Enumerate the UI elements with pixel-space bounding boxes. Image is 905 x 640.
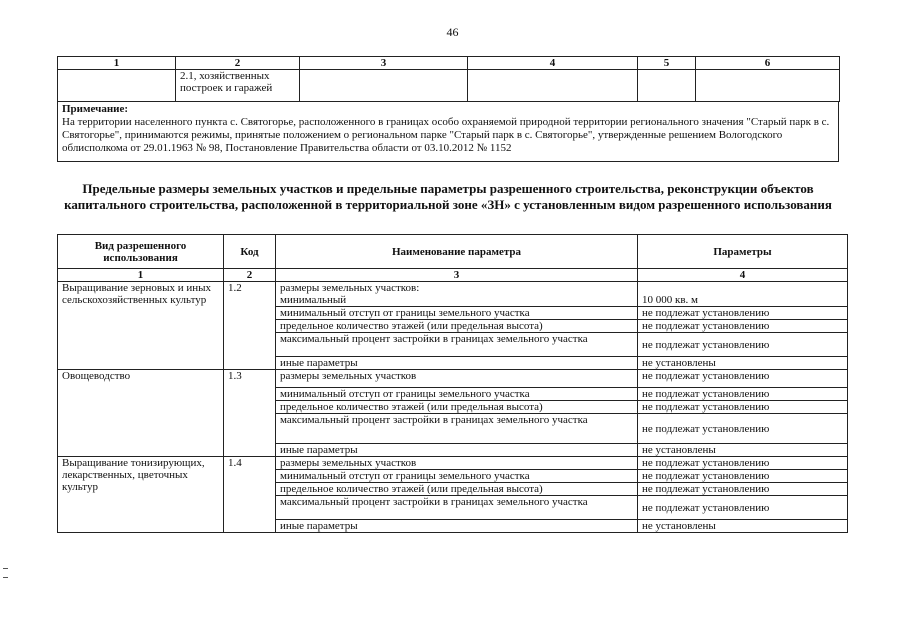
- col-header-5: 5: [638, 57, 696, 70]
- table-cell: [696, 70, 840, 102]
- param-value-cell: 10 000 кв. м: [638, 294, 848, 307]
- parameters-table: [57, 234, 848, 533]
- note-title: Примечание:: [62, 103, 129, 115]
- param-value-cell: не подлежат установлению: [638, 401, 848, 414]
- param-value-cell: не установлены: [638, 444, 848, 457]
- param-name-cell: размеры земельных участков: [276, 370, 638, 388]
- param-name-cell: максимальный процент застройки в границах земельного участка: [276, 333, 638, 357]
- code-cell: 1.4: [224, 457, 276, 533]
- col-number-3: 3: [276, 269, 638, 282]
- param-name-cell: максимальный процент застройки в границах земельного участка: [276, 496, 638, 520]
- param-name-cell: минимальный: [276, 294, 638, 307]
- header-param-name: Наименование параметра: [276, 235, 638, 269]
- note-block: [57, 102, 839, 162]
- table-cell: [58, 70, 176, 102]
- col-number-1: 1: [58, 269, 224, 282]
- param-name-cell: предельное количество этажей (или предельная высота): [276, 320, 638, 333]
- param-value-cell: не подлежат установлению: [638, 414, 848, 444]
- table-cell: [468, 70, 638, 102]
- param-value-cell: не подлежат установлению: [638, 370, 848, 388]
- param-value-cell: не подлежат установлению: [638, 496, 848, 520]
- param-name-cell: предельное количество этажей (или предельная высота): [276, 483, 638, 496]
- col-header-1: 1: [58, 57, 176, 70]
- table-cell: [638, 70, 696, 102]
- note-text: На территории населенного пункта с. Святогорье, расположенного в границах особо охраняемой природной территории регионального значения "Старый парк в с. Святогорье", принимаются режимы, принятые положением о региональном парке "Старый парк в с. Святогорье", утвержденные решением Вологодского облисполкома от 29.01.1963 № 98, Постановление Правительства области от 03.10.2012 № 1152: [62, 116, 830, 154]
- param-name-cell: предельное количество этажей (или предельная высота): [276, 401, 638, 414]
- param-value-cell: [638, 282, 848, 295]
- col-header-3: 3: [300, 57, 468, 70]
- col-header-6: 6: [696, 57, 840, 70]
- param-name-cell: иные параметры: [276, 357, 638, 370]
- param-name-cell: максимальный процент застройки в границах земельного участка: [276, 414, 638, 444]
- param-value-cell: не установлены: [638, 520, 848, 533]
- param-name-cell: минимальный отступ от границы земельного участка: [276, 307, 638, 320]
- use-type-cell: Выращивание тонизирующих, лекарственных, цветочных культур: [58, 457, 224, 533]
- table-cell: [300, 70, 468, 102]
- use-type-cell: Овощеводство: [58, 370, 224, 457]
- param-value-cell: не подлежат установлению: [638, 388, 848, 401]
- header-code: Код: [224, 235, 276, 269]
- header-use-type: Вид разрешенного использования: [58, 235, 224, 269]
- continuation-table: [57, 56, 840, 102]
- code-cell: 1.3: [224, 370, 276, 457]
- param-value-cell: не подлежат установлению: [638, 333, 848, 357]
- header-params: Параметры: [638, 235, 848, 269]
- param-name-cell: иные параметры: [276, 520, 638, 533]
- param-value-cell: не подлежат установлению: [638, 470, 848, 483]
- table-cell: 2.1, хозяйственных построек и гаражей: [176, 70, 300, 102]
- code-cell: 1.2: [224, 282, 276, 370]
- col-number-4: 4: [638, 269, 848, 282]
- param-name-cell: размеры земельных участков: [276, 457, 638, 470]
- margin-mark: [3, 568, 8, 578]
- col-number-2: 2: [224, 269, 276, 282]
- param-value-cell: не подлежат установлению: [638, 307, 848, 320]
- param-value-cell: не подлежат установлению: [638, 483, 848, 496]
- param-name-cell: минимальный отступ от границы земельного участка: [276, 470, 638, 483]
- col-header-4: 4: [468, 57, 638, 70]
- param-name-cell: размеры земельных участков:: [276, 282, 638, 295]
- use-type-cell: Выращивание зерновых и иных сельскохозяйственных культур: [58, 282, 224, 370]
- param-name-cell: минимальный отступ от границы земельного участка: [276, 388, 638, 401]
- param-name-cell: иные параметры: [276, 444, 638, 457]
- col-header-2: 2: [176, 57, 300, 70]
- page-number: 46: [446, 25, 459, 39]
- section-title: Предельные размеры земельных участков и предельные параметры разрешенного строительства, реконструкции объектов капитального строительства, расположенной в территориальной зоне «ЗН» с установленным видом разрешенного использования: [64, 181, 832, 212]
- param-value-cell: не подлежат установлению: [638, 457, 848, 470]
- param-value-cell: не установлены: [638, 357, 848, 370]
- param-value-cell: не подлежат установлению: [638, 320, 848, 333]
